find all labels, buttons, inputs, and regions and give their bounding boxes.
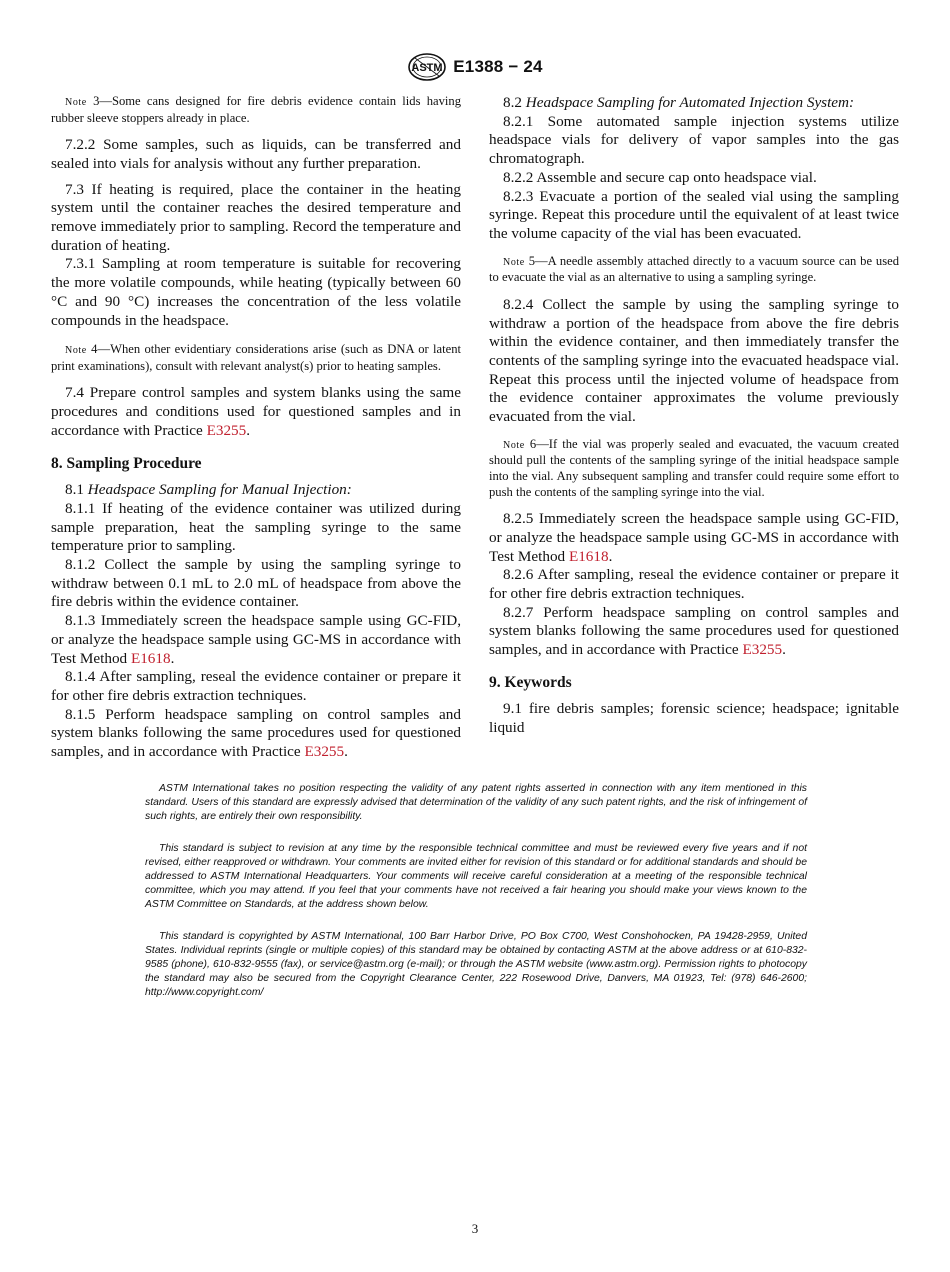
section-8-1-1: 8.1.1 If heating of the evidence container was utilized during sample preparation, heat the sampling syringe to the same temperature prior to sampling. xyxy=(51,499,461,555)
footer-patent-notice: ASTM International takes no position respecting the validity of any patent rights asserted in connection with any item mentioned in this standard. Users of this standard are expressly advised that determination of the validity of any such patent rights, and the risk of infringement of such rights, are entirely their own responsibility. xyxy=(145,783,807,822)
page-header xyxy=(0,52,950,82)
heading-sampling-procedure: 8. Sampling Procedure xyxy=(51,454,202,472)
logo-text: ASTM xyxy=(411,62,443,74)
ref-link-e1618[interactable]: E1618 xyxy=(130,649,171,667)
section-9-1: 9.1 fire debris samples; forensic science; headspace; ignitable liquid xyxy=(489,700,899,737)
section-8-1-2: 8.1.2 Collect the sample by using the sampling syringe to withdraw between 0.1 mL to 2.0 mL of headspace from above the fire debris within the evidence container. xyxy=(51,556,461,611)
section-8-2: 8.2 Headspace Sampling for Automated Injection System: xyxy=(503,94,855,111)
section-7-2-2: 7.2.2 Some samples, such as liquids, can be transferred and sealed into vials for analysis without any further preparation. xyxy=(51,136,461,172)
note-4: Note 4—When other evidentiary considerations arise (such as DNA or latent print examinations), consult with relevant analyst(s) prior to heating samples. xyxy=(51,342,461,373)
note-6: Note 6—If the vial was properly sealed and evacuated, the vacuum created should pull the contents of the sampling syringe of the initial headspace sample into the vial. Any subsequent sampling and transfer could require some effort to push the contents of the sampling syringe into the vial. xyxy=(489,436,899,499)
ref-link-e3255[interactable]: E3255 xyxy=(304,743,345,761)
heading-keywords: 9. Keywords xyxy=(489,673,572,691)
footer-revision-notice: This standard is subject to revision at any time by the responsible technical committee and must be reviewed every five years and if not revised, either reapproved or withdrawn. Your comments are invited either for revision of this standard or for additional standards and should be addressed to ASTM International Headquarters. Your comments will receive careful consideration at a meeting of the responsible technical committee, which you may attend. If you feel that your comments have not received a fair hearing you should make your views known to the ASTM Committee on Standards, at the address shown below. xyxy=(145,843,807,910)
section-8-2-4: 8.2.4 Collect the sample by using the sampling syringe to withdraw a portion of the headspace from above the fire debris within the evidence container, and then immediately transfer the contents of the sampling syringe into the evacuated headspace vial. Repeat this process until the injected volume of headspace from the evidence container approximates the volume previously evacuated from the vial. xyxy=(489,295,899,426)
left-column xyxy=(51,94,461,762)
legal-footer xyxy=(145,782,807,1018)
section-8-1-5: 8.1.5 Perform headspace sampling on control samples and system blanks following the same procedures used for questioned samples, and in accordance with Practice E3255. xyxy=(51,705,461,761)
section-8-1-4: 8.1.4 After sampling, reseal the evidence container or prepare it for other fire debris extraction techniques. xyxy=(51,668,461,704)
ref-link-e3255[interactable]: E3255 xyxy=(206,421,247,439)
standard-designation: E1388 − 24 xyxy=(453,57,543,76)
section-8-2-6: 8.2.6 After sampling, reseal the evidence container or prepare it for other fire debris extraction techniques. xyxy=(489,566,899,602)
ref-link-e3255[interactable]: E3255 xyxy=(742,641,783,659)
section-7-4: 7.4 Prepare control samples and system blanks using the same procedures and conditions used for questioned samples and in accordance with Practice E3255. xyxy=(51,384,461,439)
section-8-1: 8.1 Headspace Sampling for Manual Injection: xyxy=(65,481,352,499)
section-8-2-7: 8.2.7 Perform headspace sampling on control samples and system blanks following the same procedures used for questioned samples, and in accordance with Practice E3255. xyxy=(489,603,899,659)
footer-copyright-notice: This standard is copyrighted by ASTM International, 100 Barr Harbor Drive, PO Box C700, West Conshohocken, PA 19428-2959, United States. Individual reprints (single or multiple copies) of this standard may be obtained by contacting ASTM at the above address or at 610-832-9585 (phone), 610-832-9555 (fax), or service@astm.org (e-mail); or through the ASTM website (www.astm.org). Permission rights to photocopy the standard may also be secured from the Copyright Clearance Center, 222 Rosewood Drive, Danvers, MA 01923, Tel: (978) 646-2600; http://www.copyright.com/ xyxy=(145,931,807,998)
section-8-1-3: 8.1.3 Immediately screen the headspace sample using GC-FID, or analyze the headspace sample using GC-MS in accordance with Test Method E1618. xyxy=(51,612,461,667)
right-column xyxy=(489,94,899,738)
note-5: Note 5—A needle assembly attached directly to a vacuum source can be used to evacuate the vial as an alternative to using a sampling syringe. xyxy=(489,253,899,285)
section-8-2-2: 8.2.2 Assemble and secure cap onto headspace vial. xyxy=(503,168,817,186)
page-number: 3 xyxy=(471,1221,479,1236)
note-3: Note 3—Some cans designed for fire debris evidence contain lids having rubber sleeve stoppers already in place. xyxy=(51,94,461,125)
section-8-2-5: 8.2.5 Immediately screen the headspace sample using GC-FID, or analyze the headspace sample using GC-MS in accordance with Test Method E1618. xyxy=(489,510,899,565)
section-8-2-1: 8.2.1 Some automated sample injection systems utilize headspace vials for delivery of vapor samples into the gas chromatograph. xyxy=(489,112,899,168)
section-7-3-1: 7.3.1 Sampling at room temperature is suitable for recovering the more volatile compounds, while heating (typically between 60 °C and 90 °C) increases the concentration of the less volatile compounds in the headspace. xyxy=(51,255,461,329)
ref-link-e1618[interactable]: E1618 xyxy=(568,547,609,565)
astm-logo-icon xyxy=(407,52,447,82)
section-7-3: 7.3 If heating is required, place the container in the heating system until the container reaches the desired temperature and remove immediately prior to sampling. Record the temperature and duration of heating. xyxy=(51,180,461,254)
section-8-2-3: 8.2.3 Evacuate a portion of the sealed vial using the sampling syringe. Repeat this procedure until the equivalent of at least twice the volume capacity of the vial has been evacuated. xyxy=(489,187,899,242)
